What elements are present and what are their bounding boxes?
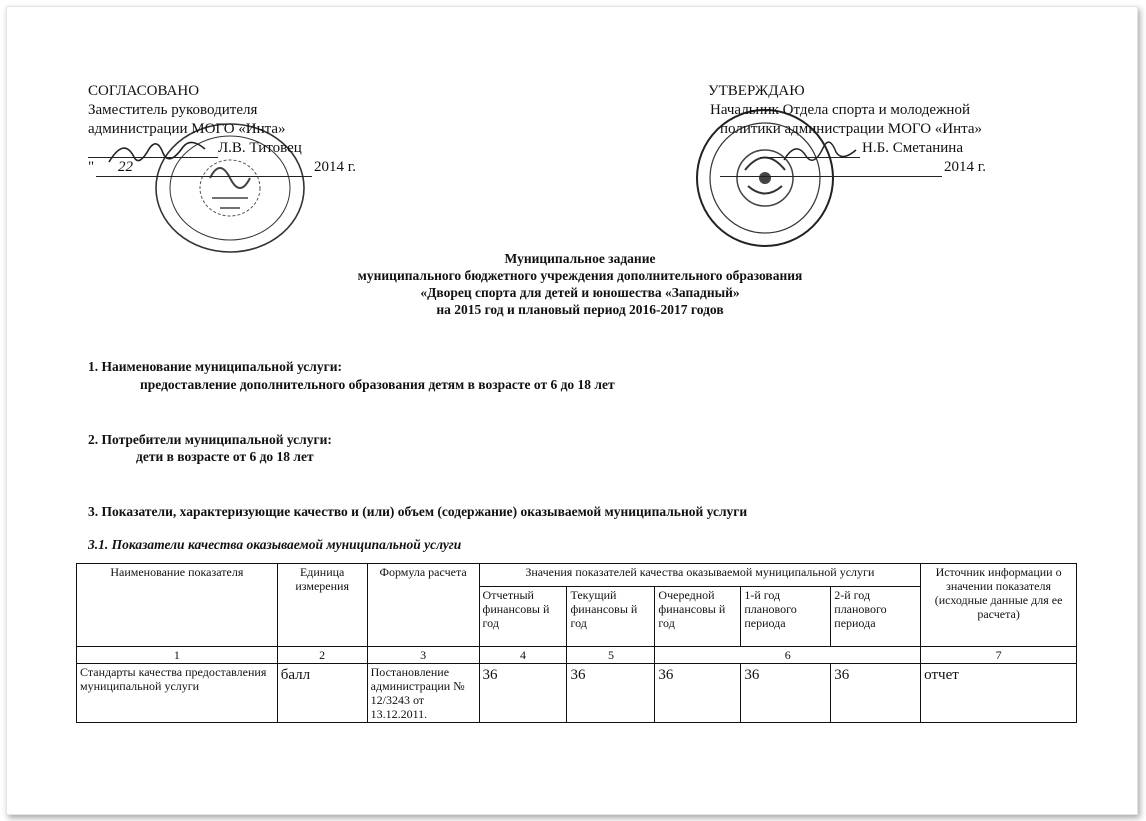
approval-right-heading: УТВЕРЖДАЮ bbox=[708, 83, 805, 99]
approval-left-heading: СОГЛАСОВАНО bbox=[88, 83, 200, 99]
cell-source: отчет bbox=[921, 664, 1077, 723]
cell-formula: Постановление администрации № 12/3243 от 13.12.2011. bbox=[367, 664, 479, 723]
approval-right-date-year: 2014 г. bbox=[944, 159, 986, 175]
table-column-numbers-row bbox=[77, 647, 1077, 664]
column-number: 1 bbox=[77, 647, 278, 664]
column-number: 2 bbox=[277, 647, 367, 664]
column-number: 3 bbox=[367, 647, 479, 664]
section-3-1-heading: 3.1. Показатели качества оказываемой муниципальной услуги bbox=[88, 537, 462, 552]
quality-indicators-table bbox=[76, 563, 1077, 723]
header-formula: Формула расчета bbox=[367, 564, 479, 647]
section-3-heading: 3. Показатели, характеризующие качество и (или) объем (содержание) оказываемой муниципальной услуги bbox=[88, 504, 748, 519]
cell-indicator-name: Стандарты качества предоставления муниципальной услуги bbox=[77, 664, 278, 723]
cell-plan-year-2: 36 bbox=[831, 664, 921, 723]
cell-next-year: 36 bbox=[655, 664, 741, 723]
section-1-heading: 1. Наименование муниципальной услуги: bbox=[88, 359, 343, 374]
approval-left-sign-line bbox=[88, 157, 218, 158]
section-1-value: предоставление дополнительного образования детям в возрасте от 6 до 18 лет bbox=[140, 377, 615, 392]
document-title-line-2: муниципального бюджетного учреждения дополнительного образования bbox=[357, 268, 803, 283]
header-plan-year-1: 1-й год планового периода bbox=[741, 586, 831, 646]
section-2-value: дети в возрасте от 6 до 18 лет bbox=[136, 449, 314, 464]
approval-right-position-1: Начальник Отдела спорта и молодежной bbox=[710, 102, 970, 118]
cell-plan-year-1: 36 bbox=[741, 664, 831, 723]
column-number: 4 bbox=[479, 647, 567, 664]
cell-reporting-year: 36 bbox=[479, 664, 567, 723]
header-next-year: Очередной финансовы й год bbox=[655, 586, 741, 646]
cell-unit: балл bbox=[277, 664, 367, 723]
cell-current-year: 36 bbox=[567, 664, 655, 723]
header-plan-year-2: 2-й год планового периода bbox=[831, 586, 921, 646]
approval-right-date-line bbox=[720, 176, 942, 177]
approval-left-date-year: 2014 г. bbox=[314, 159, 356, 175]
header-current-year: Текущий финансовы й год bbox=[567, 586, 655, 646]
section-2-heading: 2. Потребители муниципальной услуги: bbox=[88, 432, 332, 447]
approval-left-date-day: 22 bbox=[118, 159, 133, 175]
approval-left-date-line bbox=[96, 176, 312, 177]
column-number: 5 bbox=[567, 647, 655, 664]
column-number: 7 bbox=[921, 647, 1077, 664]
header-source: Источник информации о значении показателя (исходные данные для ее расчета) bbox=[921, 564, 1077, 647]
approval-left-position-1: Заместитель руководителя bbox=[88, 102, 258, 118]
approval-right-name: Н.Б. Сметанина bbox=[862, 140, 963, 156]
table-row bbox=[77, 664, 1077, 723]
document-title-line-4: на 2015 год и плановый период 2016-2017 годов bbox=[436, 302, 724, 317]
header-values-group: Значения показателей качества оказываемой муниципальной услуги bbox=[479, 564, 921, 587]
approval-right-position-2: политики администрации МОГО «Инта» bbox=[720, 121, 983, 137]
header-unit: Единица измерения bbox=[277, 564, 367, 647]
approval-left-position-2: администрации МОГО «Инта» bbox=[88, 121, 286, 137]
right-signature bbox=[780, 136, 860, 170]
table-header-row-1 bbox=[77, 564, 1077, 587]
column-number: 6 bbox=[655, 647, 921, 664]
header-name: Наименование показателя bbox=[77, 564, 278, 647]
document-title-line-1: Муниципальное задание bbox=[504, 251, 656, 266]
header-reporting-year: Отчетный финансовы й год bbox=[479, 586, 567, 646]
approval-left-name: Л.В. Титовец bbox=[218, 140, 302, 156]
approval-right-sign-line bbox=[760, 157, 860, 158]
document-title-line-3: «Дворец спорта для детей и юношества «Западный» bbox=[420, 285, 740, 300]
